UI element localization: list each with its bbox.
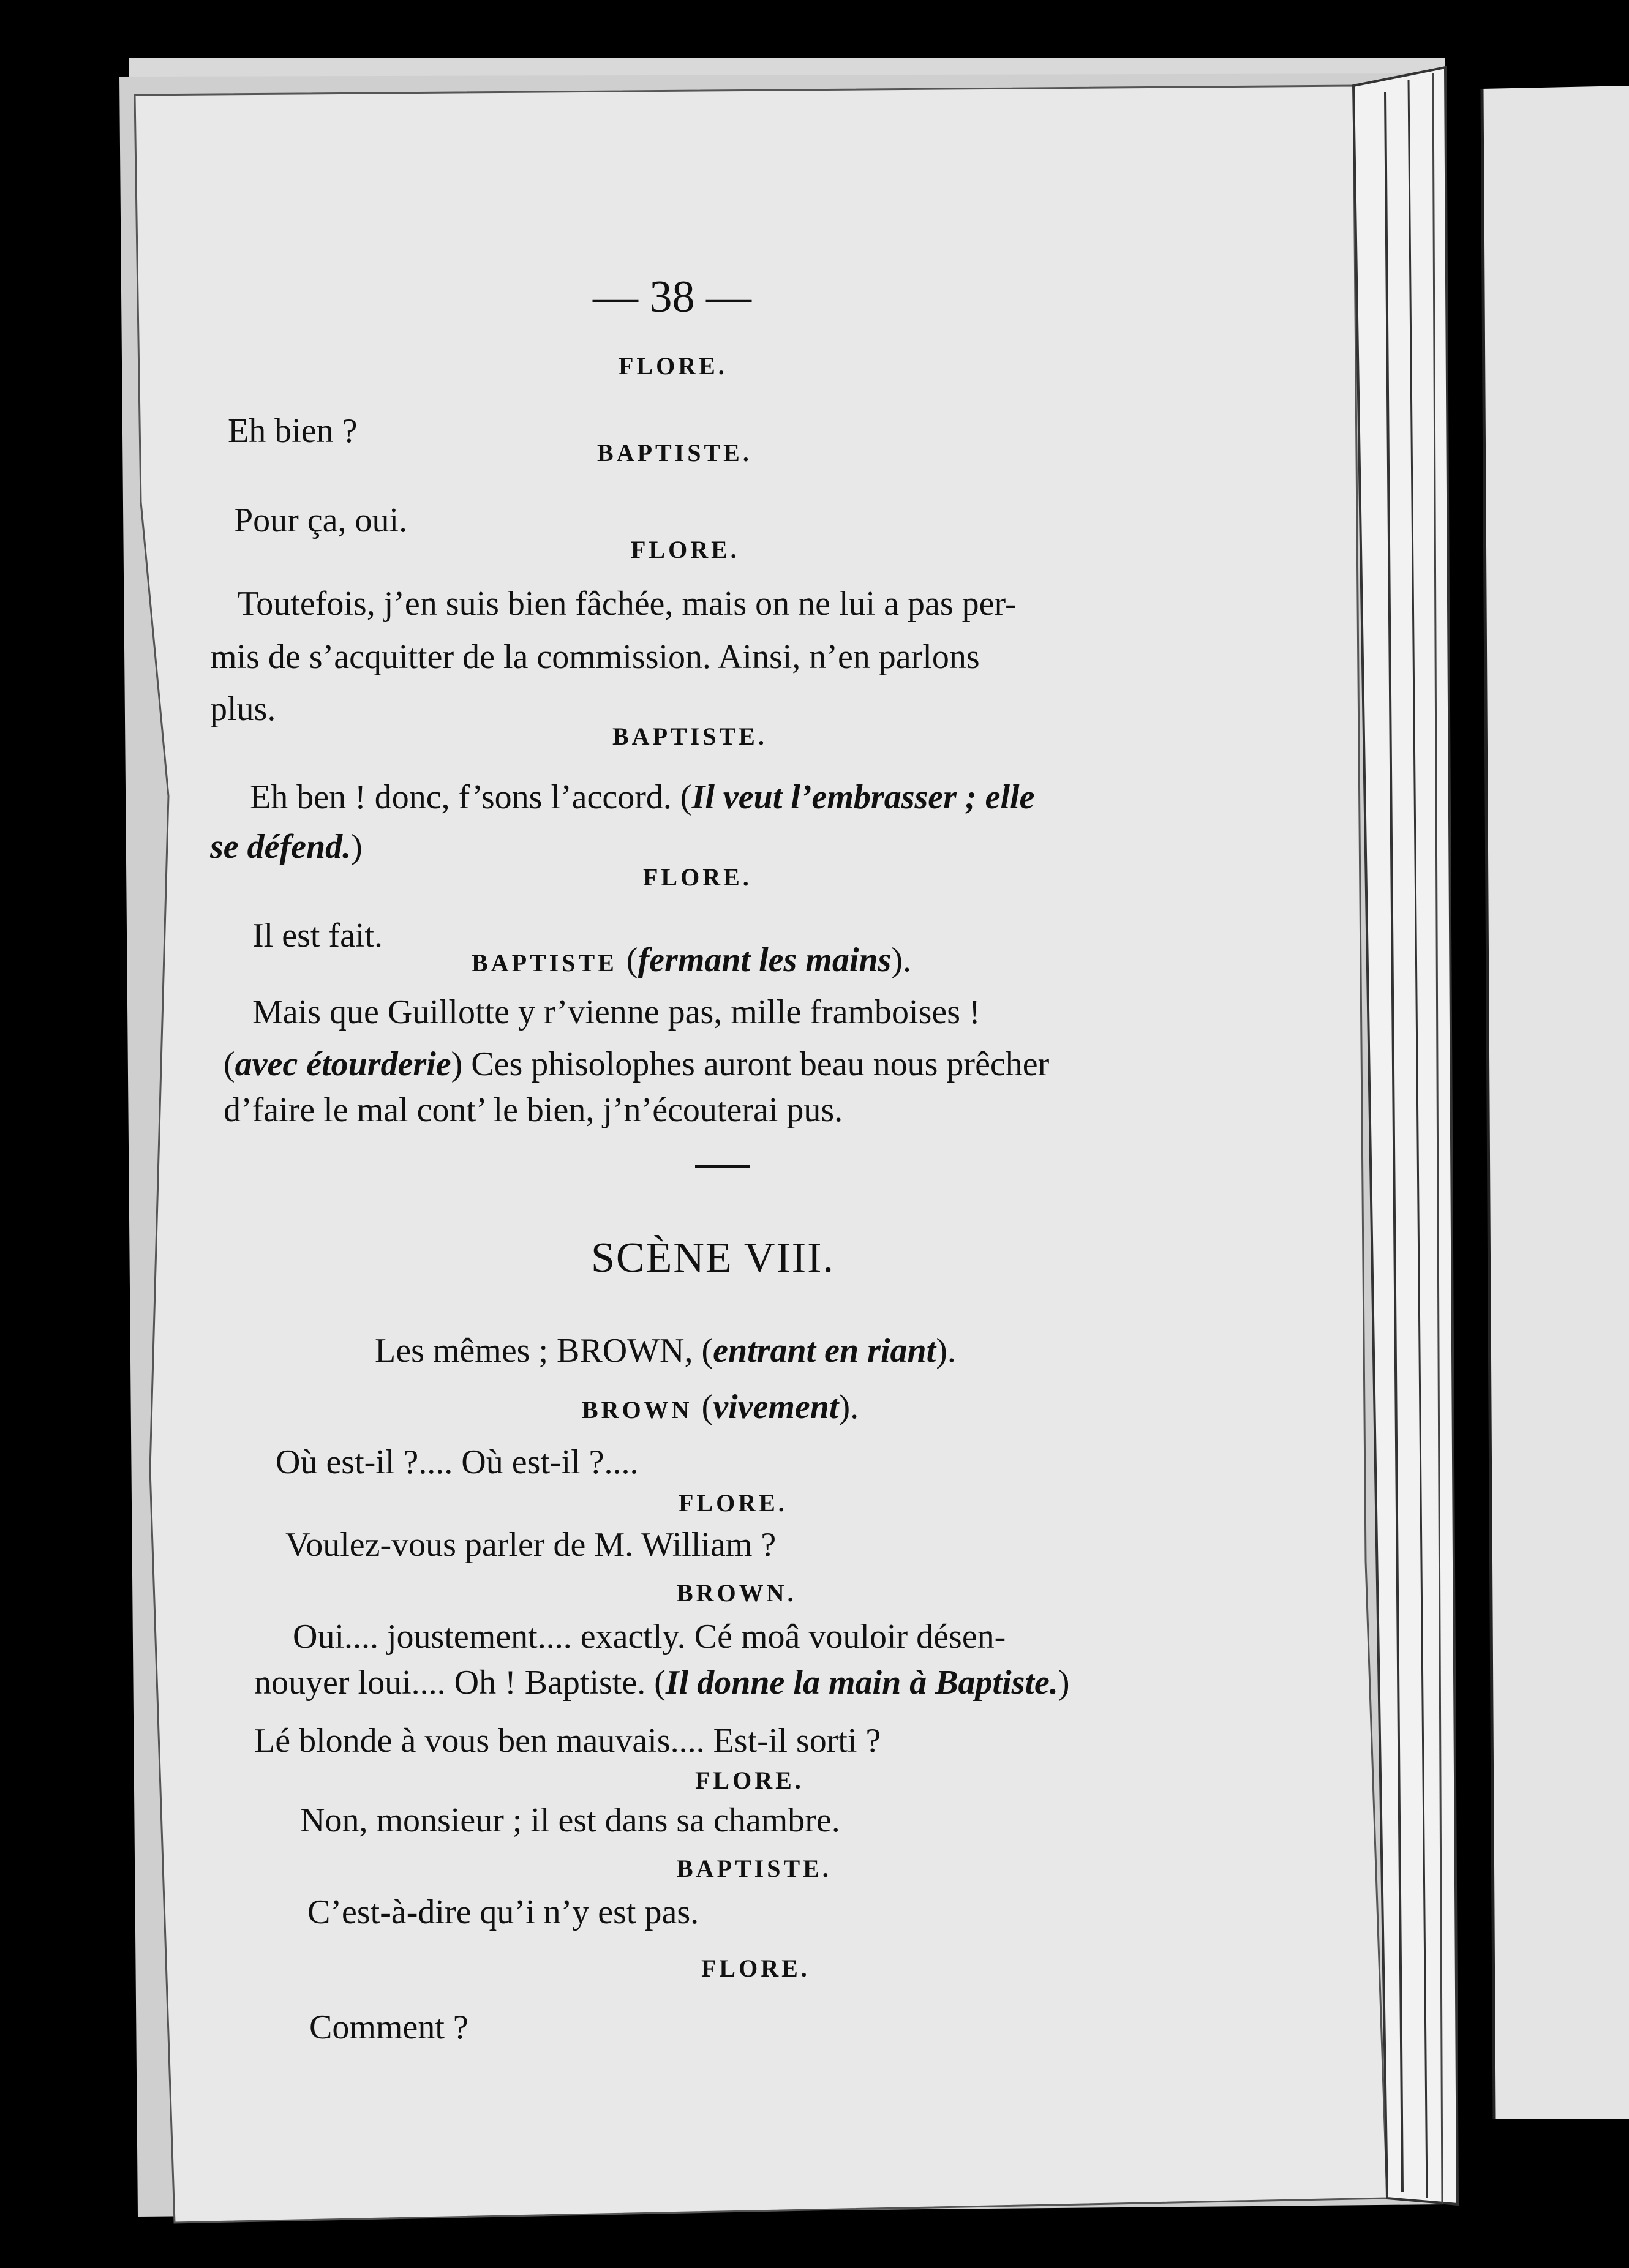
dialogue-line: Lé blonde à vous ben mauvais.... Est-il sorti ? [254,1722,881,1760]
speaker-label: BAPTISTE [472,949,626,977]
scene-cast-line [375,1334,956,1368]
speaker-label: FLORE. [643,863,752,891]
cast-text: Les mêmes ; BROWN, ( [375,1332,713,1370]
dialogue-line: Comment ? [309,2008,468,2046]
dialogue-line: Eh bien ? [228,412,358,450]
paren: ). [838,1388,859,1426]
speaker-label: BROWN [582,1396,702,1424]
cast-text: ). [936,1332,956,1370]
dialogue-line: mis de s’acquitter de la commission. Ainsi, n’en parlons [210,638,980,676]
paren: ( [701,1388,713,1426]
stage-direction: vivement [713,1388,839,1426]
speaker-label: FLORE. [631,536,740,563]
speaker-label: FLORE. [701,1954,810,1982]
dialogue-line: Toutefois, j’en suis bien fâchée, mais on ne lui a pas per- [238,585,1017,623]
stage-direction: Il donne la main à Baptiste. [665,1664,1058,1702]
stage-direction: avec étourderie [235,1045,451,1083]
dialogue-text: Eh ben ! donc, f’sons l’accord. ( [250,778,692,816]
dialogue-line: C’est-à-dire qu’i n’y est pas. [307,1893,699,1931]
stage-direction: se défend. [210,828,352,866]
dialogue-text: ) [1058,1664,1070,1702]
dialogue-text: ( [224,1045,235,1083]
speaker-label: FLORE. [679,1489,788,1517]
dialogue-line [224,1047,1049,1081]
dialogue-line: Où est-il ?.... Où est-il ?.... [276,1443,639,1481]
dialogue-line: plus. [210,690,276,728]
scene-divider [695,1165,750,1168]
speaker-line [472,943,911,977]
speaker-label: BAPTISTE. [597,439,752,467]
dialogue-line [250,780,1034,814]
dialogue-line: Pour ça, oui. [234,501,408,539]
speaker-label: BAPTISTE. [677,1855,832,1882]
stage-direction: Il veut l’embrasser ; elle [691,778,1035,816]
speaker-label: FLORE. [695,1767,804,1794]
paren: ). [891,941,911,979]
dialogue-text: ) [351,828,363,866]
dialogue-line: d’faire le mal cont’ le bien, j’n’écouterai pus. [224,1091,843,1129]
speaker-label: FLORE. [619,352,728,380]
stage-direction: fermant les mains [638,941,892,979]
dialogue-text: nouyer loui.... Oh ! Baptiste. ( [254,1664,666,1702]
dialogue-text: ) Ces phisolophes auront beau nous prêcher [451,1045,1050,1083]
dialogue-line: Non, monsieur ; il est dans sa chambre. [300,1801,840,1839]
speaker-label: BROWN. [677,1579,797,1607]
dialogue-line: Voulez-vous parler de M. William ? [285,1526,777,1564]
speaker-line [582,1390,859,1424]
dialogue-line [210,830,363,864]
dialogue-line: Mais que Guillotte y r’vienne pas, mille framboises ! [252,993,980,1031]
scene-title: SCÈNE VIII. [591,1234,835,1282]
dialogue-line: Il est fait. [252,917,383,955]
paren: ( [626,941,638,979]
page-number: — 38 — [593,272,751,322]
dialogue-line: Oui.... joustement.... exactly. Cé moâ vouloir désen- [293,1618,1006,1656]
dialogue-line [254,1665,1070,1700]
stage-direction: entrant en riant [713,1332,936,1370]
speaker-label: BAPTISTE. [612,723,767,750]
